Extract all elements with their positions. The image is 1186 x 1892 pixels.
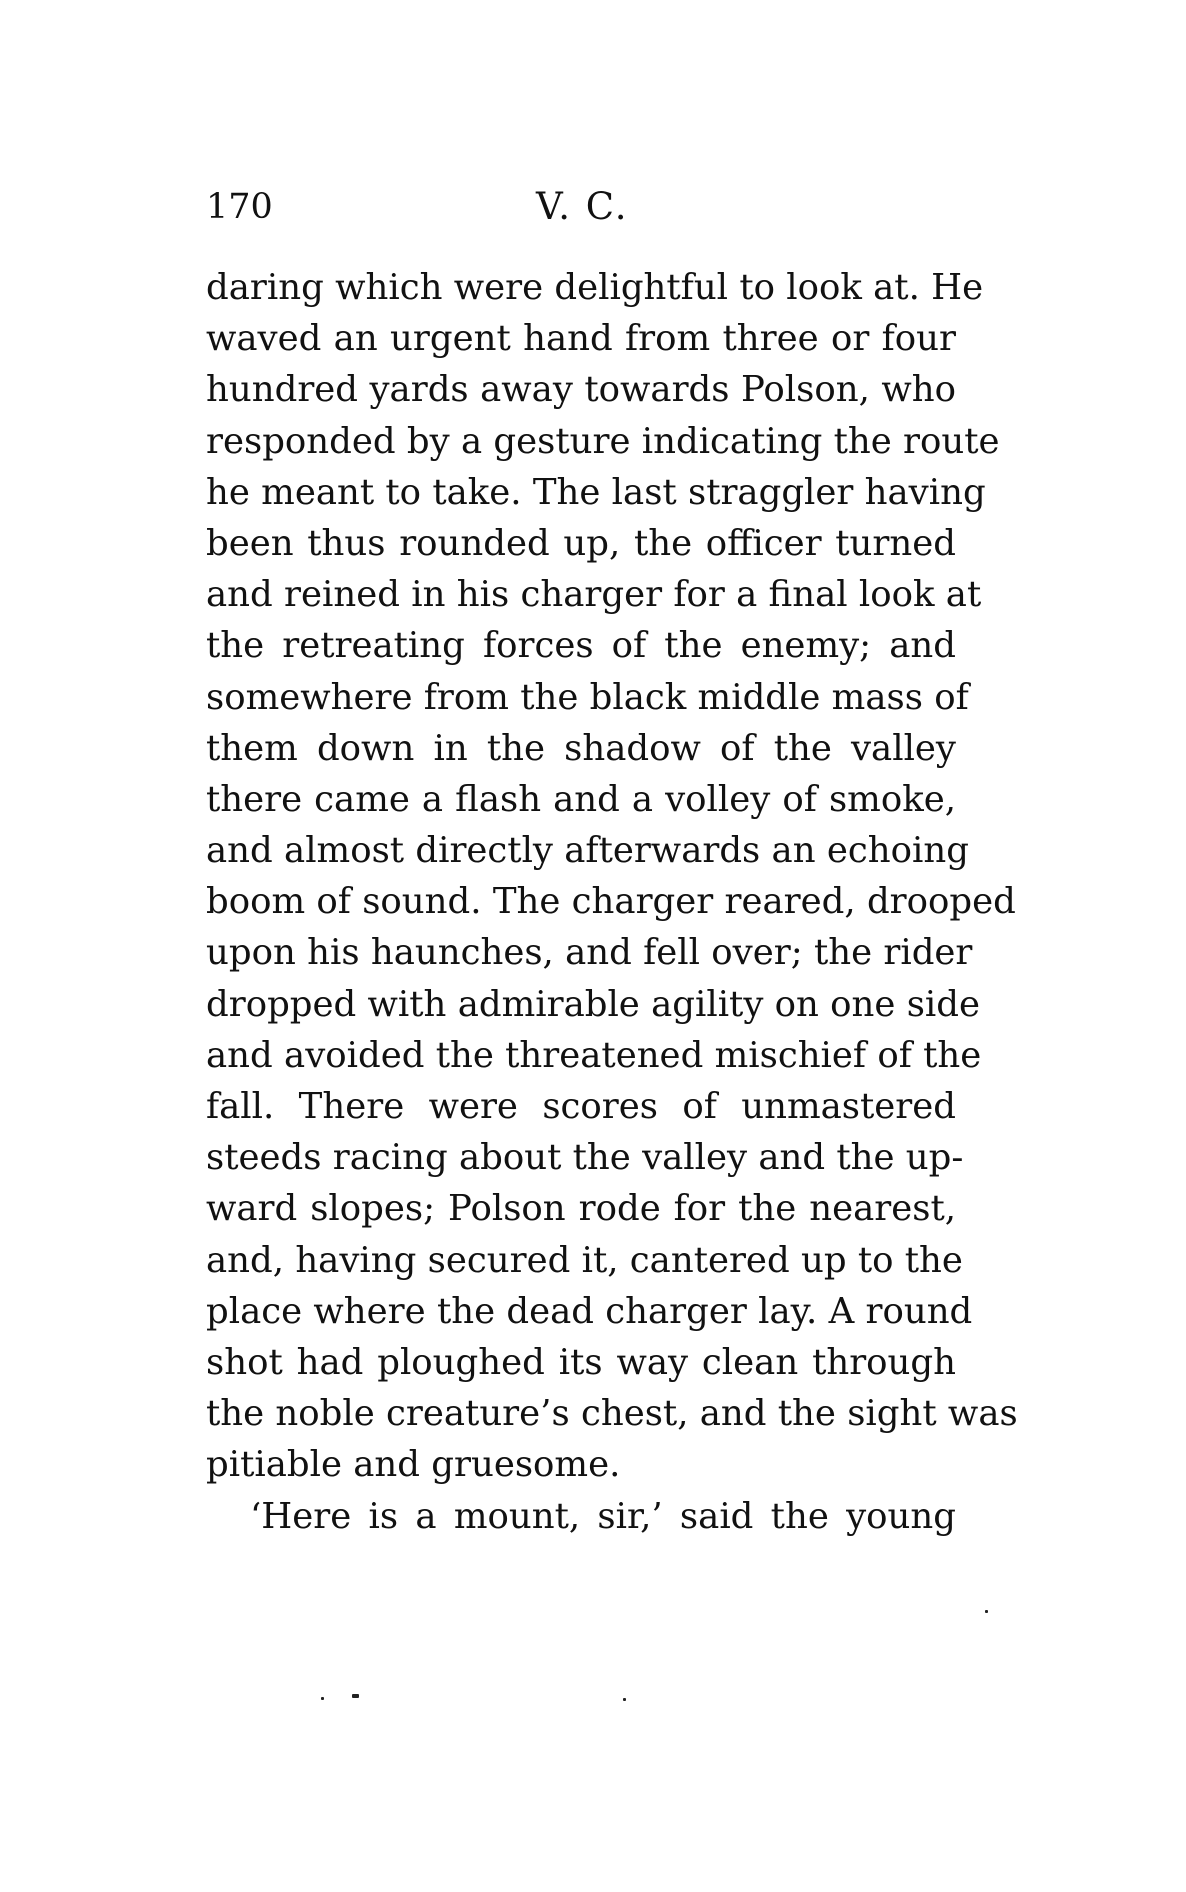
scan-speck [623,1698,626,1701]
page-header [206,182,956,232]
text-line: waved an urgent hand from three or four [206,318,956,360]
text-line: and avoided the threatened mischief of the [206,1034,982,1076]
text-line: upon his haunches, and fell over; the rider [206,932,973,974]
text-line: been thus rounded up, the officer turned [206,522,956,564]
text-line: ward slopes; Polson rode for the nearest, [206,1188,956,1230]
scan-speck [985,1610,988,1613]
scan-speck [321,1697,324,1700]
body-text [206,262,1018,1542]
page-number: 170 [206,187,273,227]
text-line: he meant to take. The last straggler having [206,471,986,513]
text-line: dropped with admirable agility on one side [206,983,981,1025]
text-line: daring which were delightful to look at. He [206,267,984,308]
paragraph-start-line: ‘Here is a mount, sir,’ said the young [250,1495,956,1537]
text-line: there came a flash and a volley of smoke, [206,778,956,820]
text-line: them down in the shadow of the valley [206,727,956,769]
text-line: fall. There were scores of unmastered [206,1086,956,1127]
running-head: V. C. [536,185,629,228]
text-line: pitiable and gruesome. [206,1444,621,1486]
text-line: boom of sound. The charger reared, drooped [206,881,1016,923]
text-line: shot had ploughed its way clean through [206,1341,956,1383]
text-line: steeds racing about the valley and the up- [206,1137,964,1179]
text-line: hundred yards away towards Polson, who [206,369,956,411]
scan-speck [352,1694,359,1698]
text-line: the retreating forces of the enemy; and [206,625,956,667]
text-line: place where the dead charger lay. A round [206,1290,973,1332]
text-line: and reined in his charger for a final look at [206,574,982,616]
text-line: somewhere from the black middle mass of [206,676,969,718]
text-line: responded by a gesture indicating the route [206,420,1000,462]
text-line: and, having secured it, cantered up to the [206,1239,963,1281]
text-line: and almost directly afterwards an echoing [206,830,969,872]
text-line: the noble creature’s chest, and the sight was [206,1393,1018,1435]
